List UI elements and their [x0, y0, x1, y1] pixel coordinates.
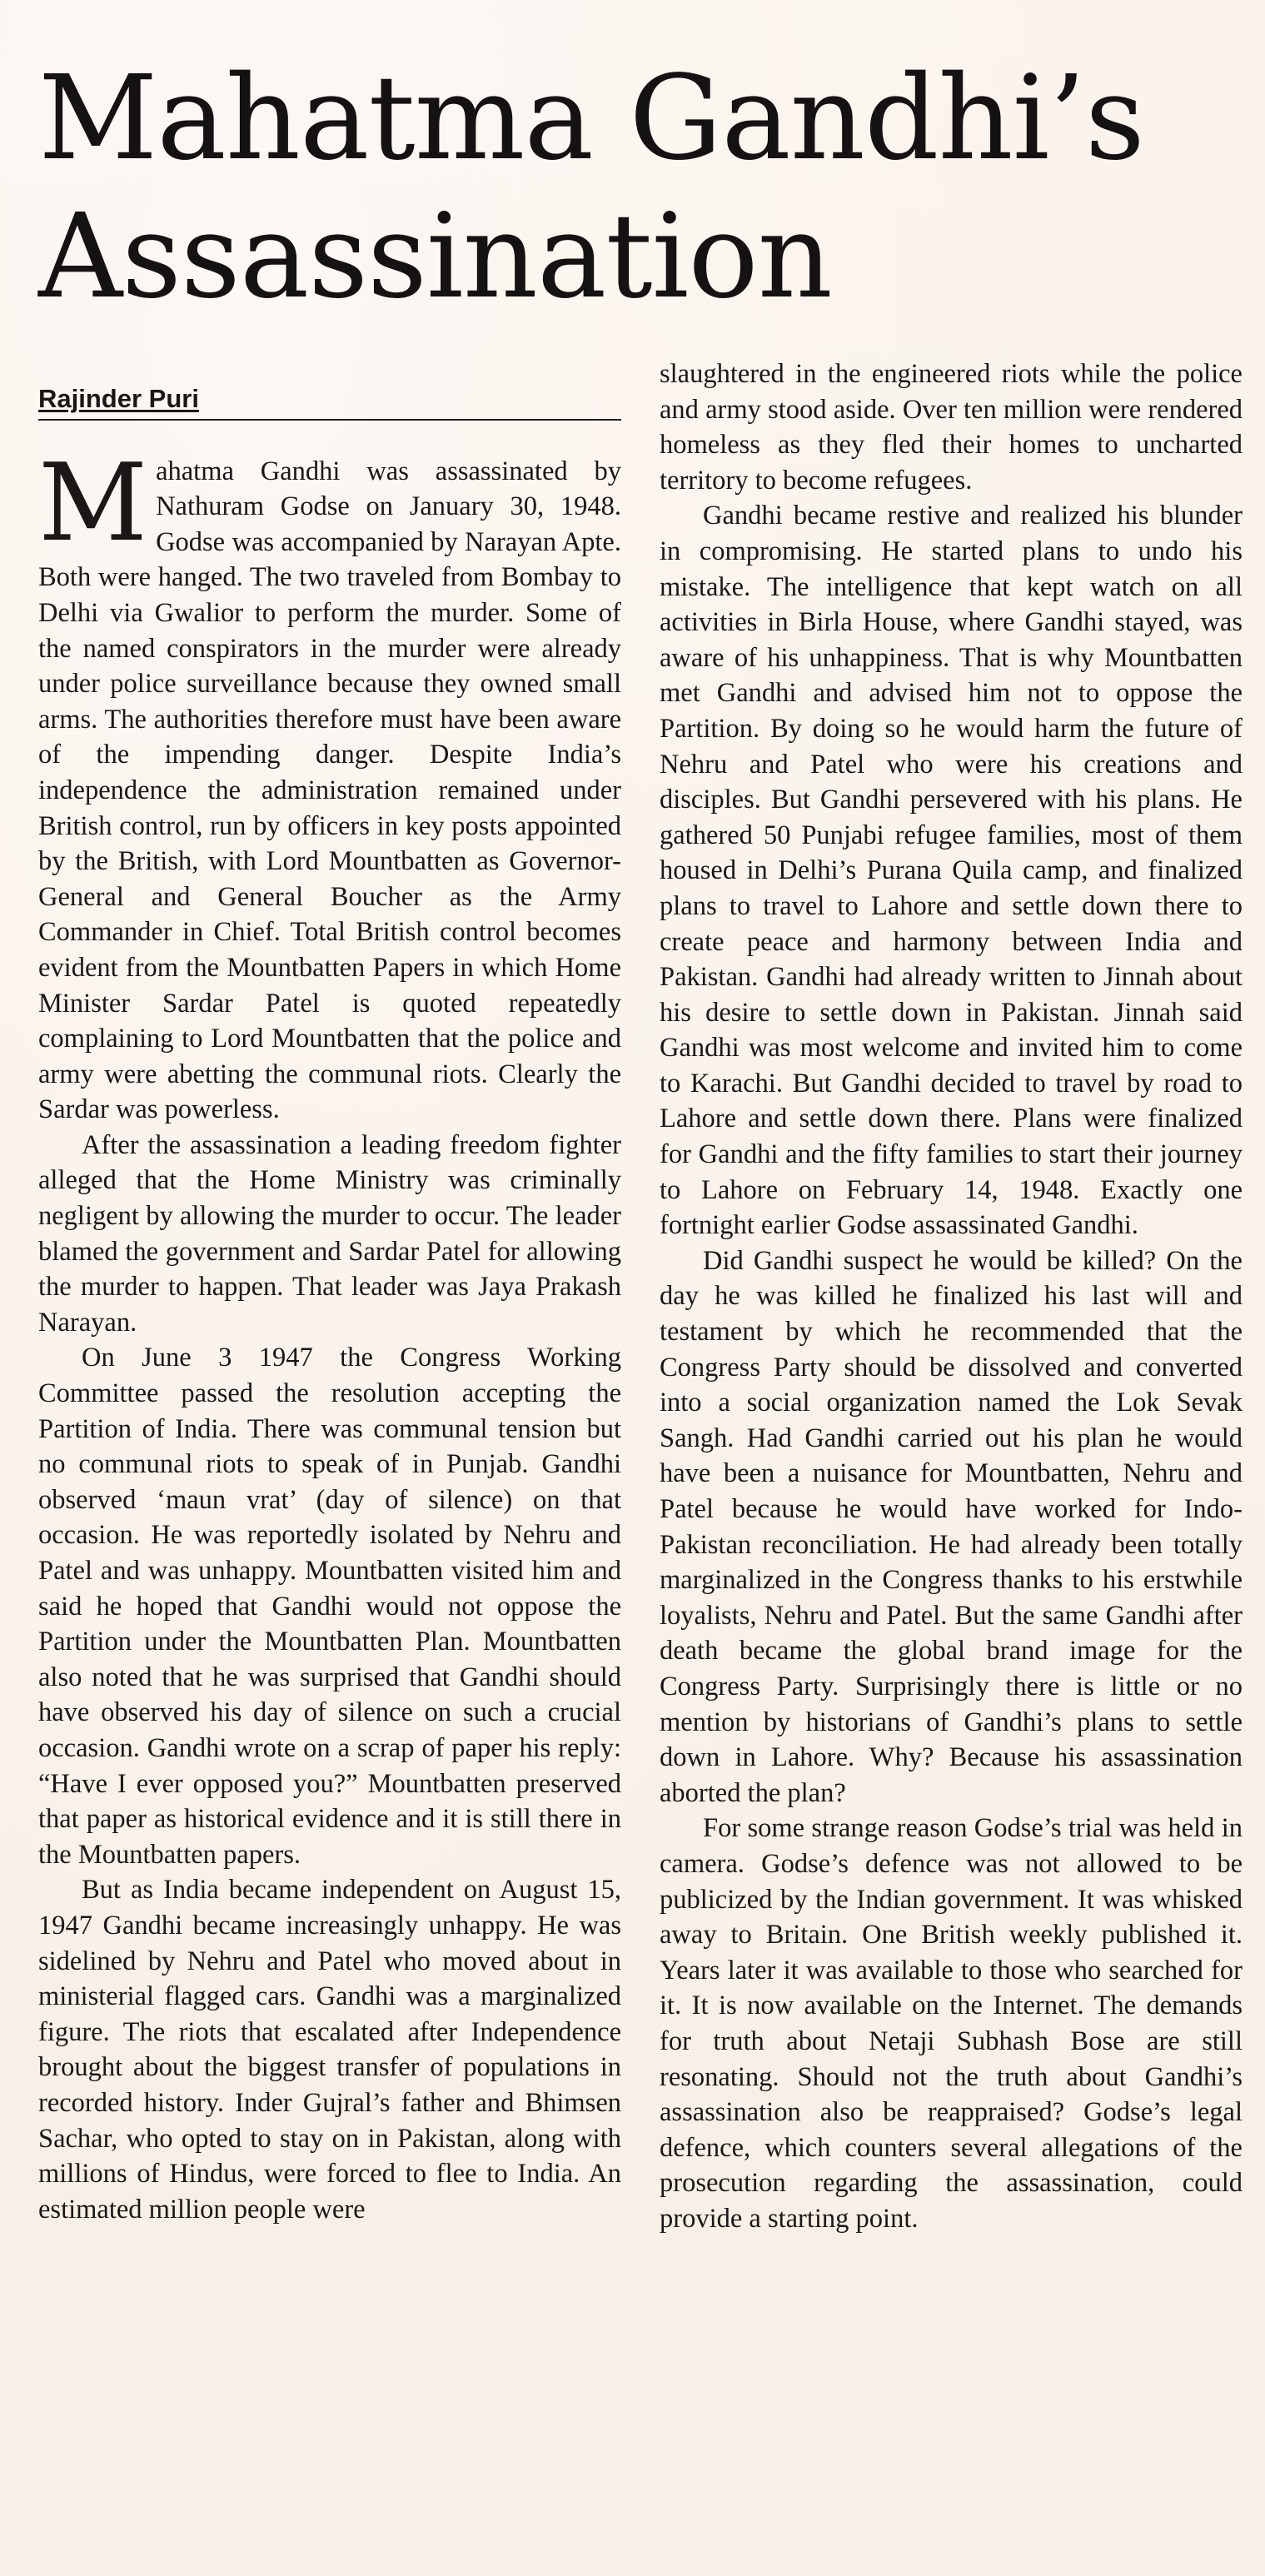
article-paragraph: Gandhi became restive and realized his blunder in compromising. He started plans to undo his mistake. The intelligence that kept watch on all activities in Birla House, where Gandhi stayed, was aware of his unhappiness. That is why Mountbatten met Gandhi and advised him not to oppose the Partition. By doing so he would harm the future of Nehru and Patel who were his creations and disciples. But Gandhi persevered with his plans. He gathered 50 Punjabi refugee families, most of them housed in Delhi’s Purana Quila camp, and finalized plans to travel to Lahore and settle down there to create peace and harmony between India and Pakistan. Gandhi had already written to Jinnah about his desire to settle down in Pakistan. Jinnah said Gandhi was most welcome and invited him to come to Karachi. But Gandhi decided to travel by road to Lahore and settle down there. Plans were finalized for Gandhi and the fifty families to start their journey to Lahore on February 14, 1948. Exactly one fortnight earlier Godse assassinated Gandhi. [660, 501, 1243, 1241]
article-column-right [660, 356, 1243, 2236]
paragraph-text: ahatma Gandhi was assassinated by Nathuram Godse on January 30, 1948. Godse was accompanied by Narayan Apte. Both were hanged. The two traveled from Bombay to Delhi via Gwalior to perform the murder. Some of the named conspirators in the murder were already under police surveillance because they owned small arms. The authorities therefore must have been aware of the impending danger. Despite India’s independence the administration remained under British control, run by officers in key posts appointed by the British, with Lord Mountbatten as Governor-General and General Boucher as the Army Commander in Chief. Total British control becomes evident from the Mountbatten Papers in which Home Minister Sardar Patel is quoted repeatedly complaining to Lord Mountbatten that the police and army were abetting the communal riots. Clearly the Sardar was powerless. [38, 456, 621, 1125]
article-paragraph: After the assassination a leading freedom fighter alleged that the Home Ministry was criminally negligent by allowing the murder to occur. The leader blamed the government and Sardar Patel for allowing the murder to happen. That leader was Jaya Prakash Narayan. [38, 1129, 621, 1338]
article-paragraph-continued: slaughtered in the engineered riots while the police and army stood aside. Over ten million were rendered homeless as they fled their homes to uncharted territory to become refugees. [660, 359, 1243, 496]
article-column-left [38, 381, 621, 2236]
headline-line-2: Assassination [38, 189, 832, 325]
drop-cap: M [38, 441, 148, 566]
headline-line-1: Mahatma Gandhi’s [38, 51, 1144, 187]
article-paragraph: On June 3 1947 the Congress Working Committee passed the resolution accepting the Partition of India. There was communal tension but no communal riots to speak of in Punjab. Gandhi observed ‘maun vrat’ (day of silence) on that occasion. He was reportedly isolated by Nehru and Patel and was unhappy. Mountbatten visited him and said he hoped that Gandhi would not oppose the Partition under the Mountbatten Plan. Mountbatten also noted that he was surprised that Gandhi should have observed his day of silence on such a crucial occasion. Gandhi wrote on a scrap of paper his reply: “Have I ever opposed you?” Mountbatten preserved that paper as historical evidence and it is still there in the Mountbatten papers. [38, 1343, 621, 1870]
byline: Rajinder Puri [38, 384, 199, 413]
article-paragraph [38, 441, 621, 1128]
article-paragraph: For some strange reason Godse’s trial was held in camera. Godse’s defence was not allowed to be publicized by the Indian government. It was whisked away to Britain. One British weekly published it. Years later it was available to those who searched for it. It is now available on the Internet. The demands for truth about Netaji Subhash Bose are still resonating. Should not the truth about Gandhi’s assassination also be reappraised? Godse’s legal defence, which counters several allegations of the prosecution regarding the assassination, could provide a starting point. [660, 1813, 1243, 2234]
article-columns [38, 359, 1243, 2236]
byline-rule [38, 381, 621, 421]
article-paragraph: Did Gandhi suspect he would be killed? On the day he was killed he finalized his last will and testament by which he recommended that the Congress Party should be dissolved and converted into a social organization named the Lok Sevak Sangh. Had Gandhi carried out his plan he would have been a nuisance for Mountbatten, Nehru and Patel because he would have worked for Indo-Pakistan reconciliation. He had already been totally marginalized in the Congress thanks to his erstwhile loyalists, Nehru and Patel. But the same Gandhi after death became the global brand image for the Congress Party. Surprisingly there is little or no mention by historians of Gandhi’s plans to settle down in Lahore. Why? Because his assassination aborted the plan? [660, 1245, 1243, 1808]
article-paragraph: But as India became independent on August 15, 1947 Gandhi became increasingly unhappy. He was sidelined by Nehru and Patel who moved about in ministerial flagged cars. Gandhi was a marginalized figure. The riots that escalated after Independence brought about the biggest transfer of populations in recorded history. Inder Gujral’s father and Bhimsen Sachar, who opted to stay on in Pakistan, along with millions of Hindus, were forced to flee to India. An estimated million people were [38, 1875, 621, 2225]
headline [38, 50, 1232, 326]
